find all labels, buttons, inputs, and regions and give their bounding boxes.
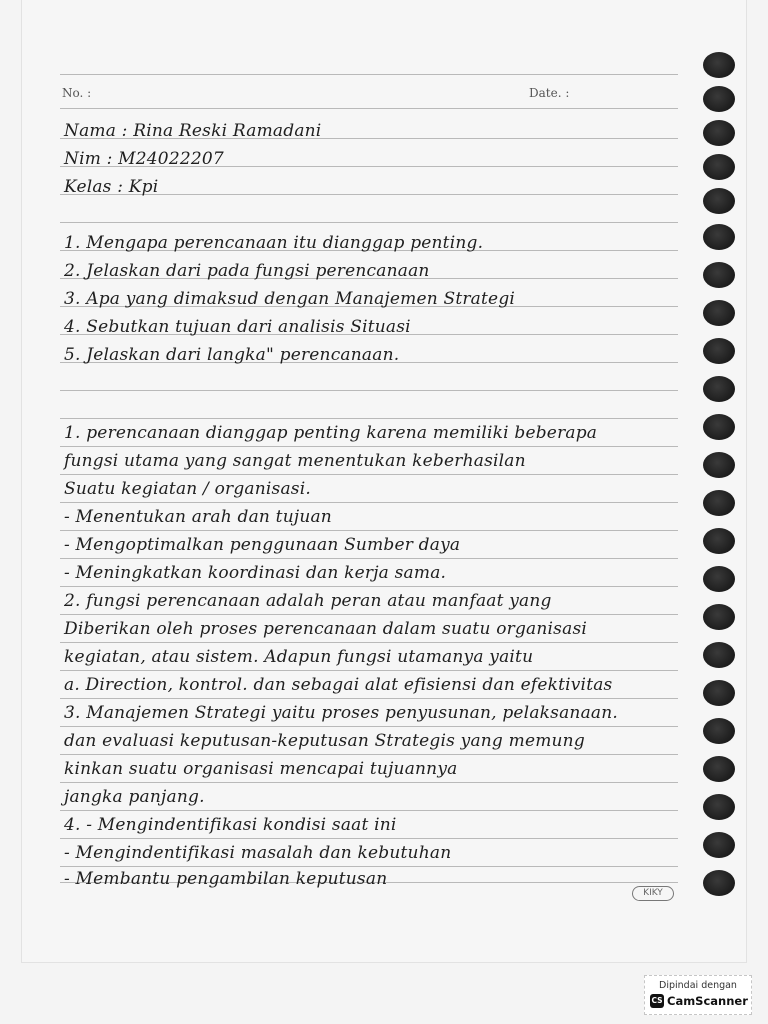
answer-line: 1. perencanaan dianggap penting karena memiliki beberapa xyxy=(64,423,598,443)
answer-line: kinkan suatu organisasi mencapai tujuannya xyxy=(64,759,458,779)
question-line: 2. Jelaskan dari pada fungsi perencanaan xyxy=(64,261,430,281)
ruled-line xyxy=(60,782,678,783)
binder-hole-icon xyxy=(703,188,735,214)
answer-line: a. Direction, kontrol. dan sebagai alat efisiensi dan efektivitas xyxy=(64,675,613,695)
answer-line: fungsi utama yang sangat menentukan keberhasilan xyxy=(64,451,526,471)
answer-line: - Mengindentifikasi masalah dan kebutuhan xyxy=(64,843,452,863)
answer-line: kegiatan, atau sistem. Adapun fungsi utamanya yaitu xyxy=(64,647,534,667)
binder-hole-icon xyxy=(703,376,735,402)
binder-hole-icon xyxy=(703,224,735,250)
notebook-page xyxy=(22,0,746,962)
binder-hole-icon xyxy=(703,756,735,782)
binder-hole-icon xyxy=(703,52,735,78)
answer-line: jangka panjang. xyxy=(64,787,205,807)
binder-hole-icon xyxy=(703,566,735,592)
ruled-line xyxy=(60,866,678,867)
ruled-line xyxy=(60,474,678,475)
scanner-caption: Dipindai dengan xyxy=(659,980,737,991)
answer-line: Suatu kegiatan / organisasi. xyxy=(64,479,311,499)
binder-hole-icon xyxy=(703,154,735,180)
ruled-line xyxy=(60,108,678,109)
ruled-line xyxy=(60,390,678,391)
question-line: 4. Sebutkan tujuan dari analisis Situasi xyxy=(64,317,411,337)
question-line: 5. Jelaskan dari langka" perencanaan. xyxy=(64,345,400,365)
binder-hole-icon xyxy=(703,120,735,146)
binder-hole-icon xyxy=(703,794,735,820)
ruled-line xyxy=(60,726,678,727)
ruled-line xyxy=(60,810,678,811)
answer-line: 4. - Mengindentifikasi kondisi saat ini xyxy=(64,815,397,835)
binder-hole-icon xyxy=(703,338,735,364)
ruled-line xyxy=(60,586,678,587)
ruled-line xyxy=(60,614,678,615)
ruled-line xyxy=(60,530,678,531)
camscanner-logo-icon: CS xyxy=(650,994,664,1008)
scanner-brand-row xyxy=(650,994,748,1008)
ruled-line xyxy=(60,502,678,503)
ruled-line xyxy=(60,446,678,447)
binder-hole-icon xyxy=(703,642,735,668)
ruled-line xyxy=(60,558,678,559)
no-label: No. : xyxy=(62,86,92,100)
binder-hole-icon xyxy=(703,680,735,706)
answer-line: Diberikan oleh proses perencanaan dalam suatu organisasi xyxy=(64,619,588,639)
answer-line: - Mengoptimalkan penggunaan Sumber daya xyxy=(64,535,461,555)
binder-hole-icon xyxy=(703,490,735,516)
camscanner-badge xyxy=(644,975,752,1015)
binder-hole-icon xyxy=(703,832,735,858)
notebook-brand-stamp: KIKY xyxy=(632,886,674,901)
binder-hole-icon xyxy=(703,300,735,326)
answer-line: - Meningkatkan koordinasi dan kerja sama. xyxy=(64,563,447,583)
nim-line: Nim : M24022207 xyxy=(64,149,224,169)
answer-line: dan evaluasi keputusan-keputusan Strategis yang memung xyxy=(64,731,585,751)
answer-line: 2. fungsi perencanaan adalah peran atau manfaat yang xyxy=(64,591,552,611)
answer-line: - Membantu pengambilan keputusan xyxy=(64,869,388,889)
binder-hole-icon xyxy=(703,870,735,896)
binder-hole-icon xyxy=(703,452,735,478)
scanner-brand: CamScanner xyxy=(667,994,748,1008)
question-line: 1. Mengapa perencanaan itu dianggap penting. xyxy=(64,233,484,253)
ruled-line xyxy=(60,670,678,671)
ruled-line xyxy=(60,642,678,643)
ruled-line xyxy=(60,754,678,755)
question-line: 3. Apa yang dimaksud dengan Manajemen Strategi xyxy=(64,289,516,309)
answer-line: - Menentukan arah dan tujuan xyxy=(64,507,332,527)
binder-hole-icon xyxy=(703,86,735,112)
answer-line: 3. Manajemen Strategi yaitu proses penyusunan, pelaksanaan. xyxy=(64,703,618,723)
class-line: Kelas : Kpi xyxy=(64,177,159,197)
ruled-line xyxy=(60,418,678,419)
binder-hole-icon xyxy=(703,262,735,288)
ruled-line xyxy=(60,838,678,839)
ruled-line xyxy=(60,698,678,699)
ruled-line xyxy=(60,74,678,75)
binder-hole-icon xyxy=(703,604,735,630)
binder-hole-icon xyxy=(703,414,735,440)
binder-hole-icon xyxy=(703,528,735,554)
ruled-line xyxy=(60,222,678,223)
name-line: Nama : Rina Reski Ramadani xyxy=(64,121,322,141)
binder-hole-icon xyxy=(703,718,735,744)
date-label: Date. : xyxy=(529,86,570,100)
